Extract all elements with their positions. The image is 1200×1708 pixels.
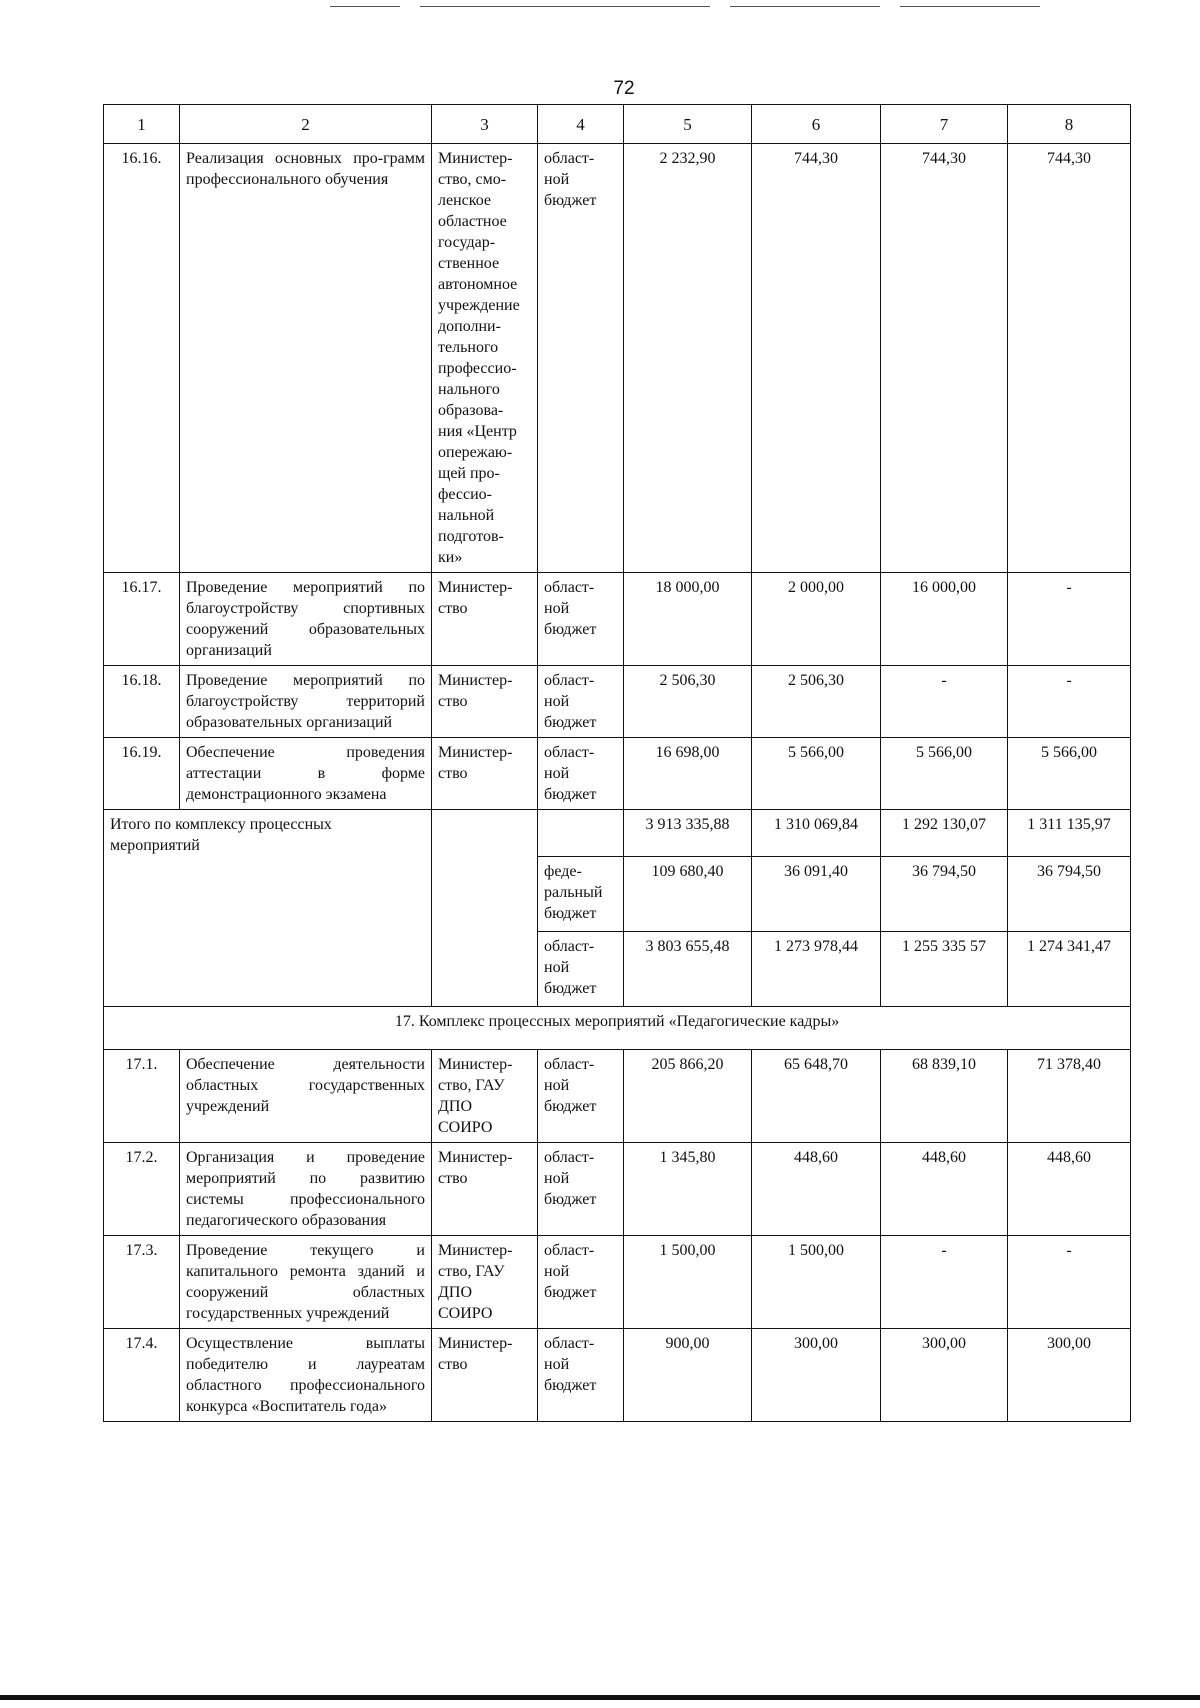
executor-line: ство [438,693,468,710]
executor [432,573,538,666]
amount-cell: 1 500,00 [624,1236,752,1329]
amount-cell: 1 255 335 57 [881,932,1008,1007]
amount-cell: 300,00 [1008,1329,1131,1422]
funding-source [538,1143,624,1236]
executor [432,144,538,573]
funding-source [538,738,624,810]
executor-line: государ- [438,234,496,251]
funding-source-line: бюджет [544,621,597,638]
funding-source [538,144,624,573]
amount-cell: 448,60 [752,1143,881,1236]
funding-source-line: ральный [544,884,603,901]
funding-source-line: бюджет [544,786,597,803]
table-row [104,738,1131,810]
amount-cell: 1 345,80 [624,1143,752,1236]
funding-source [538,857,624,932]
amount-cell: 68 839,10 [881,1050,1008,1143]
activity-name: Реализация основных про-грамм профессионального обучения [180,144,432,573]
row-number: 16.16. [104,144,180,573]
activity-name: Осуществление выплаты победителю и лауреатам областного профессионального конкурса «Воспитатель года» [180,1329,432,1422]
table-row [104,1143,1131,1236]
header-cell: 7 [881,105,1008,144]
table-row [104,666,1131,738]
amount-cell: 1 273 978,44 [752,932,881,1007]
amount-cell: 205 866,20 [624,1050,752,1143]
funding-source-line: област- [544,672,595,689]
page-number: 72 [613,78,635,99]
scan-bottom-bar [0,1695,1200,1700]
funding-source-line: област- [544,1056,595,1073]
amount-cell: 36 091,40 [752,857,881,932]
amount-cell: 2 000,00 [752,573,881,666]
header-cell: 3 [432,105,538,144]
funding-source-line: област- [544,1149,595,1166]
executor-line: опережаю- [438,444,513,461]
funding-source-line: област- [544,1242,595,1259]
amount-cell: 1 292 130,07 [881,810,1008,857]
row-number: 17.3. [104,1236,180,1329]
total-label: Итого по комплексу процессных мероприятий [104,810,432,1007]
amount-cell: 36 794,50 [1008,857,1131,932]
activity-name: Проведение мероприятий по благоустройству спортивных сооружений образовательных организаций [180,573,432,666]
funding-source-line: ной [544,765,570,782]
amount-cell: 2 506,30 [624,666,752,738]
table-row [104,1050,1131,1143]
funding-source-line: ной [544,1356,570,1373]
scan-top-line [730,6,880,7]
executor-line: ДПО [438,1284,473,1301]
executor-line: ство [438,600,468,617]
funding-source-line: бюджет [544,1098,597,1115]
amount-cell: 1 310 069,84 [752,810,881,857]
funding-source [538,666,624,738]
executor [432,1329,538,1422]
table-row [104,1329,1131,1422]
table-row [104,1236,1131,1329]
executor-line: фессио- [438,486,492,503]
amount-cell: - [881,666,1008,738]
executor-line: ки» [438,549,463,566]
funding-source-line: бюджет [544,980,597,997]
amount-cell: 16 000,00 [881,573,1008,666]
table-row [104,144,1131,573]
executor-line: ство, смо- [438,171,507,188]
amount-cell: 109 680,40 [624,857,752,932]
amount-cell: - [881,1236,1008,1329]
funding-source-line: феде- [544,863,582,880]
executor-line: ДПО [438,1098,473,1115]
table-body [104,105,1131,1422]
amount-cell: - [1008,1236,1131,1329]
executor [432,666,538,738]
amount-cell: 448,60 [1008,1143,1131,1236]
amount-cell: 71 378,40 [1008,1050,1131,1143]
funding-source-line: ной [544,1263,570,1280]
header-cell: 8 [1008,105,1131,144]
scan-top-line [420,6,710,7]
header-cell: 2 [180,105,432,144]
executor-line: ство [438,765,468,782]
funding-source-line: ной [544,171,570,188]
executor-line: ство, ГАУ [438,1263,505,1280]
funding-source-line: бюджет [544,192,597,209]
amount-cell: 3 803 655,48 [624,932,752,1007]
funding-source-line: ной [544,1077,570,1094]
row-number: 17.4. [104,1329,180,1422]
activity-name: Проведение мероприятий по благоустройству территорий образовательных организаций [180,666,432,738]
scan-top-line [330,6,400,7]
funding-source [538,573,624,666]
total-row [104,810,1131,857]
executor [432,1143,538,1236]
row-number: 17.2. [104,1143,180,1236]
amount-cell: 300,00 [752,1329,881,1422]
executor-line: образова- [438,402,504,419]
funding-source-line: бюджет [544,714,597,731]
header-row [104,105,1131,144]
amount-cell: 65 648,70 [752,1050,881,1143]
scan-top-line [900,6,1040,7]
executor-line: ство [438,1170,468,1187]
funding-source-line: ной [544,959,570,976]
executor-line: профессио- [438,360,517,377]
header-cell: 4 [538,105,624,144]
executor-line: областное [438,213,507,230]
executor-line: Министер- [438,672,513,689]
funding-source-line: област- [544,150,595,167]
funding-source-line: област- [544,1335,595,1352]
table-row [104,573,1131,666]
amount-cell: 1 274 341,47 [1008,932,1131,1007]
executor-line: учреждение [438,297,520,314]
executor [432,810,538,1007]
activity-name: Проведение текущего и капитального ремонта зданий и сооружений областных государственных учреждений [180,1236,432,1329]
funding-source-line: ной [544,600,570,617]
amount-cell: 36 794,50 [881,857,1008,932]
amount-cell: 3 913 335,88 [624,810,752,857]
header-cell: 6 [752,105,881,144]
amount-cell: 744,30 [881,144,1008,573]
section-header-row [104,1007,1131,1050]
row-number: 16.18. [104,666,180,738]
executor-line: ственное [438,255,500,272]
amount-cell: 744,30 [1008,144,1131,573]
executor-line: ния «Центр [438,423,517,440]
executor-line: дополни- [438,318,501,335]
executor-line: СОИРО [438,1119,493,1136]
executor-line: ство, ГАУ [438,1077,505,1094]
executor-line: Министер- [438,744,513,761]
amount-cell: - [1008,573,1131,666]
executor-line: автономное [438,276,518,293]
amount-cell: 900,00 [624,1329,752,1422]
funding-source [538,1050,624,1143]
row-number: 16.17. [104,573,180,666]
funding-source-line: бюджет [544,1284,597,1301]
funding-source [538,1236,624,1329]
executor-line: Министер- [438,1149,513,1166]
amount-cell: 5 566,00 [881,738,1008,810]
executor-line: Министер- [438,1335,513,1352]
funding-source [538,810,624,857]
executor-line: Министер- [438,579,513,596]
amount-cell: 18 000,00 [624,573,752,666]
amount-cell: 1 500,00 [752,1236,881,1329]
row-number: 16.19. [104,738,180,810]
executor-line: нального [438,381,500,398]
activity-name: Обеспечение проведения аттестации в форме демонстрационного экзамена [180,738,432,810]
amount-cell: 1 311 135,97 [1008,810,1131,857]
activity-name: Организация и проведение мероприятий по развитию системы профессионального педагогического образования [180,1143,432,1236]
executor [432,1050,538,1143]
row-number: 17.1. [104,1050,180,1143]
amount-cell: 744,30 [752,144,881,573]
amount-cell: 448,60 [881,1143,1008,1236]
executor-line: Министер- [438,150,513,167]
executor [432,1236,538,1329]
amount-cell: 2 232,90 [624,144,752,573]
executor-line: Министер- [438,1056,513,1073]
amount-cell: 5 566,00 [752,738,881,810]
executor-line: ство [438,1356,468,1373]
funding-source-line: област- [544,744,595,761]
executor [432,738,538,810]
amount-cell: 5 566,00 [1008,738,1131,810]
amount-cell: 16 698,00 [624,738,752,810]
header-cell: 1 [104,105,180,144]
executor-line: подготов- [438,528,504,545]
executor-line: Министер- [438,1242,513,1259]
executor-line: СОИРО [438,1305,493,1322]
header-cell: 5 [624,105,752,144]
executor-line: тельного [438,339,499,356]
funding-source-line: област- [544,579,595,596]
funding-source [538,932,624,1007]
amount-cell: 300,00 [881,1329,1008,1422]
executor-line: щей про- [438,465,500,482]
funding-source [538,1329,624,1422]
funding-source-line: бюджет [544,1377,597,1394]
funding-source-line: бюджет [544,905,597,922]
section-title: 17. Комплекс процессных мероприятий «Педагогические кадры» [104,1007,1131,1050]
budget-table [103,104,1131,1422]
activity-name: Обеспечение деятельности областных государственных учреждений [180,1050,432,1143]
funding-source-line: бюджет [544,1191,597,1208]
amount-cell: 2 506,30 [752,666,881,738]
funding-source-line: област- [544,938,595,955]
funding-source-line: ной [544,1170,570,1187]
amount-cell: - [1008,666,1131,738]
executor-line: нальной [438,507,495,524]
funding-source-line: ной [544,693,570,710]
executor-line: ленское [438,192,492,209]
